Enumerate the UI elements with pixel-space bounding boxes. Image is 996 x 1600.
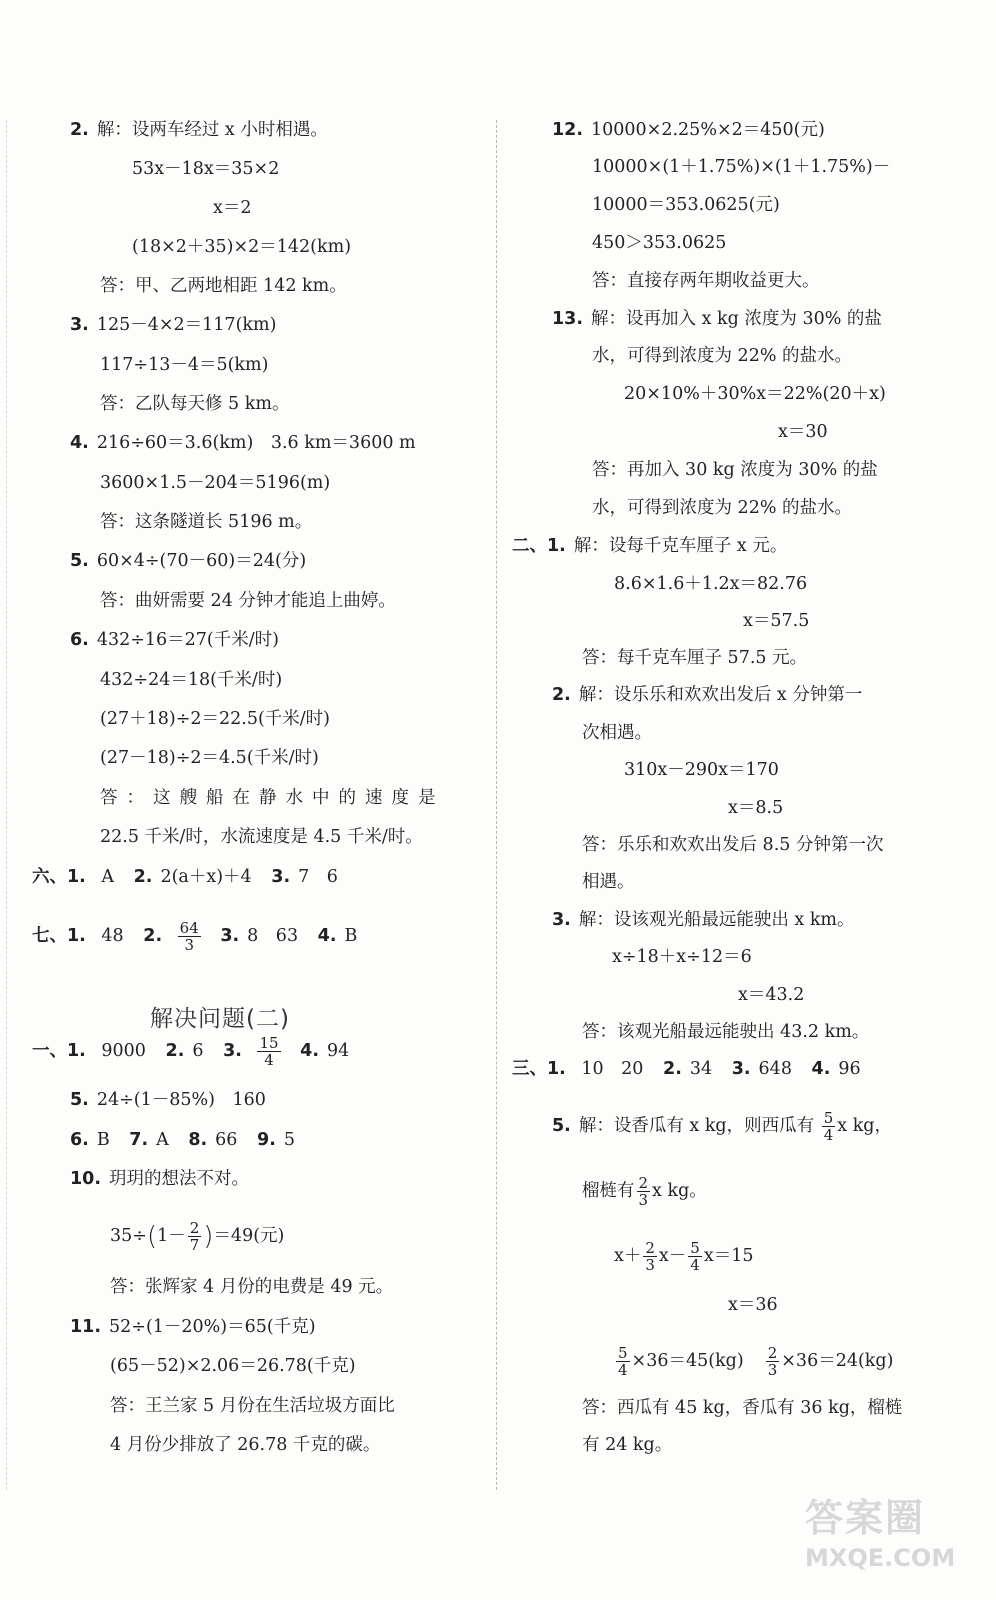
answer-text: 答：张辉家 4 月份的电费是 49 元。: [110, 1277, 394, 1297]
equation: (65－52)×2.06＝26.78(千克): [110, 1356, 356, 1376]
fraction: $\frac{5}{4}$: [690, 1239, 700, 1274]
equation: x＝57.5: [743, 611, 810, 631]
equation: 10000×(1＋1.75%)×(1＋1.75%)－: [592, 157, 891, 177]
page-edge-line: [6, 120, 7, 1490]
equation: 10000＝353.0625(元): [592, 195, 780, 215]
answer-text: 答：这条隧道长 5196 m。: [100, 512, 313, 532]
watermark-logo: 答案圈 MXQE.COM: [805, 1496, 956, 1572]
fraction: $\frac{64}{3}$: [179, 919, 199, 954]
equation: (27＋18)÷2＝22.5(千米/时): [100, 709, 331, 729]
section-seven-answers: 七、1. 48 2. $\frac{64}{3}$ 3. 8 63 4. B: [32, 919, 358, 954]
equation: 450＞353.0625: [592, 233, 727, 253]
answer-text: 有 24 kg。: [582, 1435, 673, 1455]
answer-text: 答：每千克车厘子 57.5 元。: [582, 648, 808, 668]
answers-6-9: 6. B 7. A 8. 66 9. 5: [70, 1130, 295, 1150]
equation-with-fraction: x＋ $\frac{2}{3}$ x－ $\frac{5}{4}$ x＝15: [614, 1239, 754, 1274]
answer-3: 3. 125－4×2＝117(km): [70, 315, 277, 335]
equation: x＝2: [213, 198, 252, 218]
answer-text: 答：直接存两年期收益更大。: [592, 271, 820, 291]
equation-with-fraction: 35÷(1－ $\frac{2}{7}$ )＝49(元): [110, 1219, 285, 1254]
equation: (27－18)÷2＝4.5(千米/时): [100, 748, 319, 768]
answer-text: 相遇。: [582, 872, 635, 892]
answer-text: 答：这艘船在静水中的速度是: [100, 788, 445, 808]
equation: 20×10%＋30%x＝22%(20＋x): [624, 384, 886, 404]
equation: 3600×1.5－204＝5196(m): [100, 473, 331, 493]
equation: 432÷24＝18(千米/时): [100, 670, 283, 690]
section-three-answer-5: 5. 解：设香瓜有 x kg，则西瓜有 $\frac{5}{4}$ x kg，: [552, 1109, 893, 1144]
equation: x＝36: [728, 1295, 778, 1315]
answer-11: 11. 52÷(1－20%)＝65(千克): [70, 1317, 316, 1337]
section-two-answer-3: 3. 解：设该观光船最远能驶出 x km。: [552, 910, 855, 930]
answer-text: 答：乙队每天修 5 km。: [100, 394, 290, 414]
answer-10: 10. 玥玥的想法不对。: [70, 1169, 250, 1189]
equation: 310x－290x＝170: [624, 760, 779, 780]
equation: x÷18＋x÷12＝6: [612, 947, 752, 967]
answer-5: 5. 60×4÷(70－60)＝24(分): [70, 551, 307, 571]
answer-text: 答：该观光船最远能驶出 43.2 km。: [582, 1022, 870, 1042]
answer-text: 答：再加入 30 kg 浓度为 30% 的盐: [592, 460, 878, 480]
section-one-answers: 一、1. 9000 2. 6 3. $\frac{15}{4}$ 4. 94: [32, 1034, 350, 1069]
fraction: $\frac{2}{7}$: [189, 1219, 200, 1254]
answer-2: 2. 解：设两车经过 x 小时相遇。: [70, 120, 328, 140]
answer-4: 4. 216÷60＝3.6(km) 3.6 km＝3600 m: [70, 433, 416, 453]
section-six-answers: 六、1. A 2. 2(a＋x)＋4 3. 7 6: [32, 867, 338, 887]
answer-text: 22.5 千米/时，水流速度是 4.5 千米/时。: [100, 827, 423, 847]
fraction: $\frac{2}{3}$: [645, 1239, 655, 1274]
equation: x＝43.2: [738, 985, 805, 1005]
section-title: 解决问题(二): [150, 1006, 290, 1032]
answer-text: 水，可得到浓度为 22% 的盐水。: [592, 346, 853, 366]
fraction: $\frac{2}{3}$: [638, 1174, 649, 1209]
fraction: $\frac{5}{4}$: [823, 1109, 834, 1144]
equation: 8.6×1.6＋1.2x＝82.76: [614, 574, 808, 594]
fraction: $\frac{15}{4}$: [259, 1034, 279, 1069]
equation: x＝8.5: [728, 798, 784, 818]
section-three-answers: 三、1. 10 20 2. 34 3. 648 4. 96: [512, 1059, 861, 1079]
answer-text: 次相遇。: [582, 723, 652, 743]
answer-6: 6. 432÷16＝27(千米/时): [70, 630, 279, 650]
section-two-answer-1: 二、1. 解：设每千克车厘子 x 元。: [512, 536, 788, 556]
answer-13: 13. 解：设再加入 x kg 浓度为 30% 的盐: [552, 309, 882, 329]
answer-text: 榴梿有 $\frac{2}{3}$ x kg。: [582, 1174, 707, 1209]
answer-text: 答：乐乐和欢欢出发后 8.5 分钟第一次: [582, 835, 884, 855]
equation: x＝30: [778, 422, 828, 442]
equation: 53x－18x＝35×2: [132, 159, 280, 179]
fraction: $\frac{2}{3}$: [767, 1344, 778, 1379]
answer-text: 答：王兰家 5 月份在生活垃圾方面比: [110, 1396, 395, 1416]
answer-5b: 5. 24÷(1－85%) 160: [70, 1090, 266, 1110]
answer-text: 答：曲妍需要 24 分钟才能追上曲婷。: [100, 591, 396, 611]
equation-with-fraction: $\frac{5}{4}$ ×36＝45(kg) $\frac{2}{3}$ ×36＝24(kg): [618, 1344, 894, 1379]
answer-text: 答：甲、乙两地相距 142 km。: [100, 276, 347, 296]
answer-text: 水，可得到浓度为 22% 的盐水。: [592, 498, 853, 518]
answer-text: 4 月份少排放了 26.78 千克的碳。: [110, 1435, 381, 1455]
equation: 117÷13－4＝5(km): [100, 355, 269, 375]
answer-text: 答：西瓜有 45 kg，香瓜有 36 kg，榴梿: [582, 1398, 903, 1418]
equation: (18×2＋35)×2＝142(km): [132, 237, 352, 257]
answer-12: 12. 10000×2.25%×2＝450(元): [552, 120, 825, 140]
section-two-answer-2: 2. 解：设乐乐和欢欢出发后 x 分钟第一: [552, 685, 863, 705]
column-divider: [496, 120, 497, 1490]
fraction: $\frac{5}{4}$: [618, 1344, 628, 1379]
